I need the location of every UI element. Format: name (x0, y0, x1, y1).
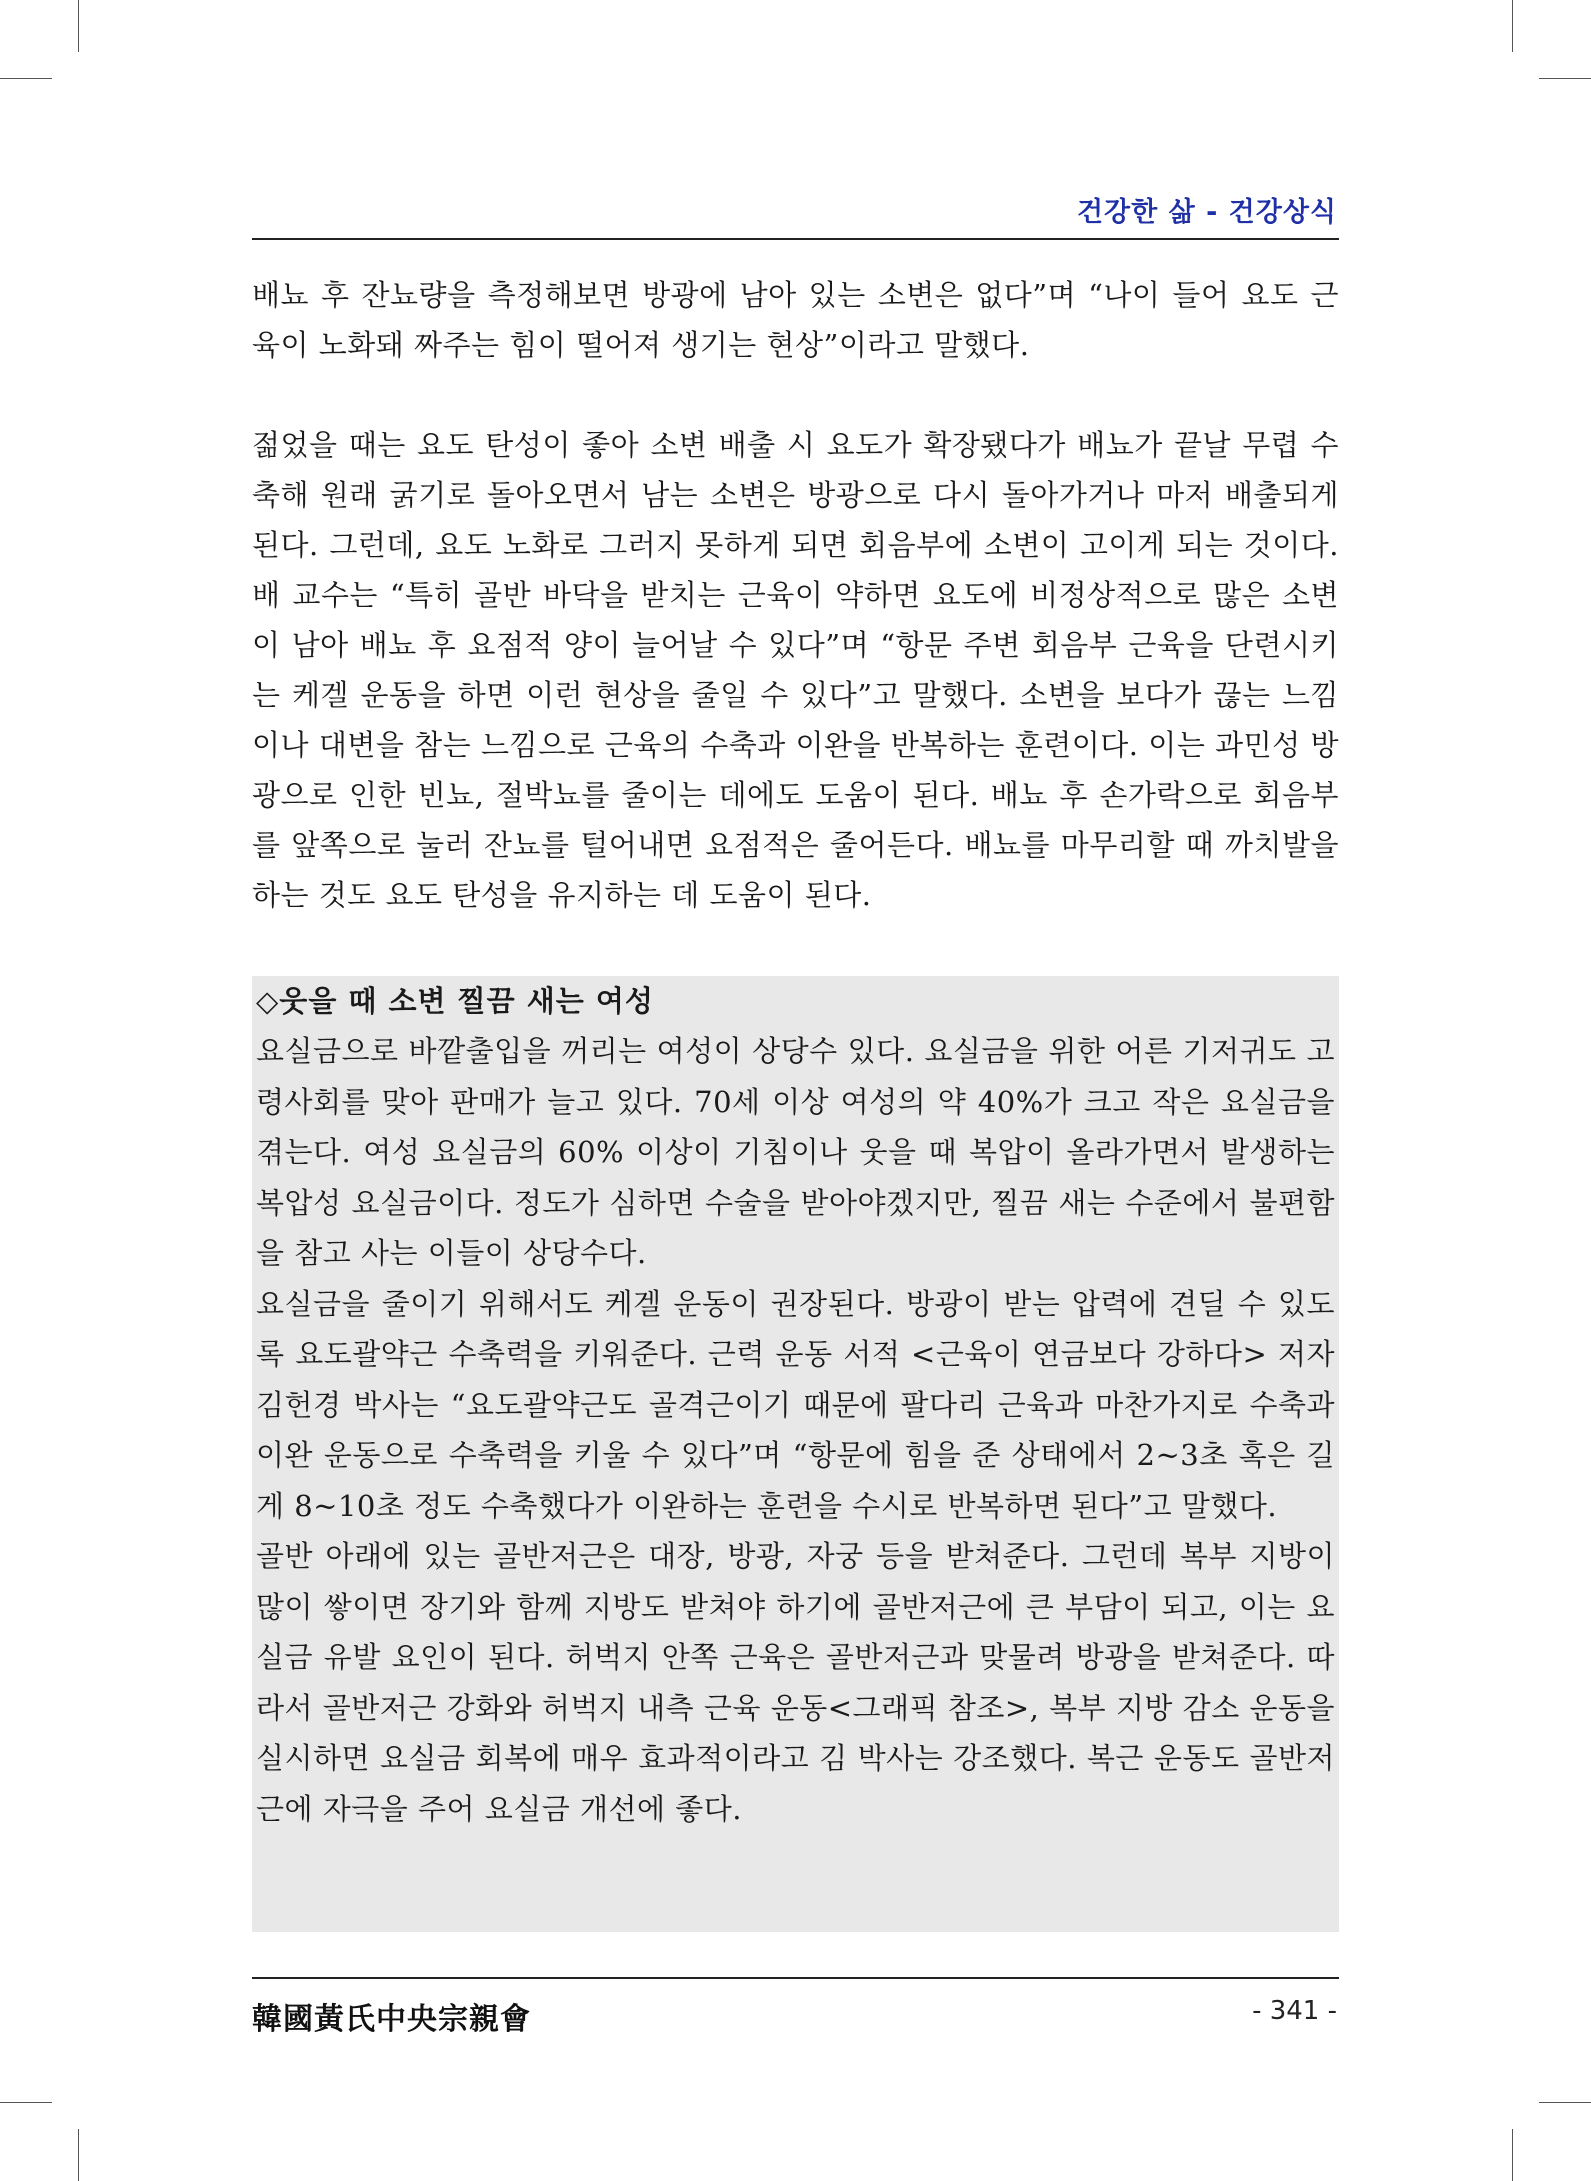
footer-logo: 韓國黃氏中央宗親會 (252, 2002, 531, 2037)
body-paragraph-1 (252, 270, 1339, 370)
footer-divider (252, 1977, 1339, 1979)
section-paragraph-1: 요실금으로 바깥출입을 꺼리는 여성이 상당수 있다. 요실금을 위한 어른 기저귀도 고령사회를 맞아 판매가 늘고 있다. 70세 이상 여성의 약 40%가 크고 작은 요실금을 겪는다. 여성 요실금의 60% 이상이 기침이나 웃을 때 복압이 올라가면서 발생하는 복압성 요실금이다. 정도가 심하면 수술을 받아야겠지만, 찔끔 새는 수준에서 불편함을 참고 사는 이들이 상당수다. (256, 1034, 1335, 1270)
section-paragraph-3: 골반 아래에 있는 골반저근은 대장, 방광, 자궁 등을 받쳐준다. 그런데 복부 지방이 많이 쌓이면 장기와 함께 지방도 받쳐야 하기에 골반저근에 큰 부담이 되고, 이는 요실금 유발 요인이 된다. 허벅지 안쪽 근육은 골반저근과 맞물려 방광을 받쳐준다. 따라서 골반저근 강화와 허벅지 내측 근육 운동<그래픽 참조>, 복부 지방 감소 운동을 실시하면 요실금 회복에 매우 효과적이라고 김 박사는 강조했다. 복근 운동도 골반저근에 자극을 주어 요실금 개선에 좋다. (256, 1539, 1335, 1826)
crop-mark (78, 0, 79, 52)
crop-mark (1512, 2129, 1513, 2181)
crop-mark (1512, 0, 1513, 52)
shaded-section-content (252, 976, 1339, 1834)
section-paragraph-2: 요실금을 줄이기 위해서도 케겔 운동이 권장된다. 방광이 받는 압력에 견딜 수 있도록 요도괄약근 수축력을 키워준다. 근력 운동 서적 <근육이 연금보다 강하다> 저자 김헌경 박사는 “요도괄약근도 골격근이기 때문에 팔다리 근육과 마찬가지로 수축과 이완 운동으로 수축력을 키울 수 있다”며 “항문에 힘을 준 상태에서 2~3초 혹은 길게 8~10초 정도 수축했다가 이완하는 훈련을 수시로 반복하면 된다”고 말했다. (256, 1286, 1335, 1523)
crop-mark (1539, 78, 1591, 79)
page-number: - 341 - (1252, 1996, 1337, 2026)
crop-mark (78, 2129, 79, 2181)
shaded-section-box (252, 976, 1339, 1932)
paragraph-text: 젊었을 때는 요도 탄성이 좋아 소변 배출 시 요도가 확장됐다가 배뇨가 끝날 무렵 수축해 원래 굵기로 돌아오면서 남는 소변은 방광으로 다시 돌아가거나 마저 배출되게 된다. 그런데, 요도 노화로 그러지 못하게 되면 회음부에 소변이 고이게 되는 것이다. 배 교수는 “특히 골반 바닥을 받치는 근육이 약하면 요도에 비정상적으로 많은 소변이 남아 배뇨 후 요점적 양이 늘어날 수 있다”며 “항문 주변 회음부 근육을 단련시키는 케겔 운동을 하면 이런 현상을 줄일 수 있다”고 말했다. 소변을 보다가 끊는 느낌이나 대변을 참는 느낌으로 근육의 수축과 이완을 반복하는 훈련이다. 이는 과민성 방광으로 인한 빈뇨, 절박뇨를 줄이는 데에도 도움이 된다. 배뇨 후 손가락으로 회음부를 앞쪽으로 눌러 잔뇨를 털어내면 요점적은 줄어든다. 배뇨를 마무리할 때 까치발을 하는 것도 요도 탄성을 유지하는 데 도움이 된다. (252, 428, 1339, 912)
section-heading: ◇웃을 때 소변 찔끔 새는 여성 (256, 984, 654, 1018)
body-paragraph-2 (252, 420, 1339, 920)
header-title: 건강한 삶 - 건강상식 (1076, 197, 1337, 228)
crop-mark (1539, 2102, 1591, 2103)
header-divider (252, 238, 1339, 240)
crop-mark (0, 78, 52, 79)
crop-mark (0, 2102, 52, 2103)
paragraph-text: 배뇨 후 잔뇨량을 측정해보면 방광에 남아 있는 소변은 없다”며 “나이 들어 요도 근육이 노화돼 짜주는 힘이 떨어져 생기는 현상”이라고 말했다. (252, 278, 1339, 362)
